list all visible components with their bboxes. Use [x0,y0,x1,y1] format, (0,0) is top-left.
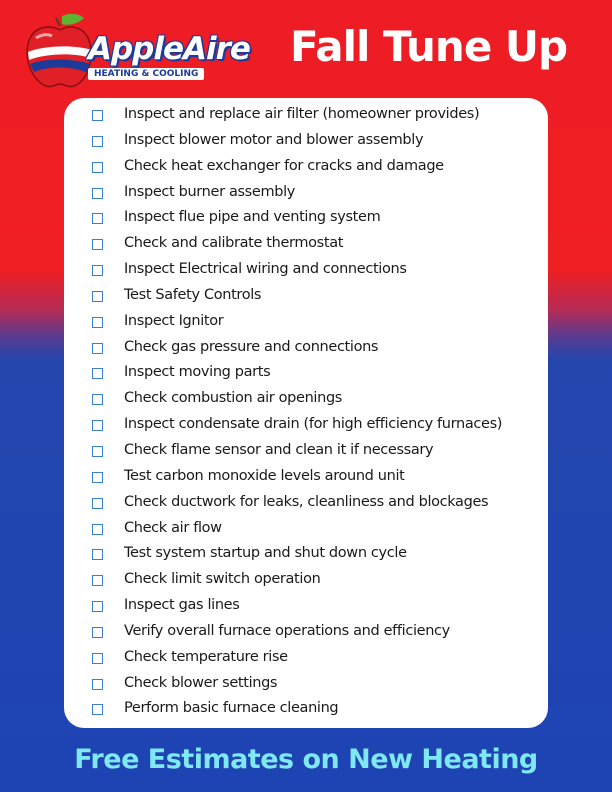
list-item [64,620,548,646]
checkbox-icon[interactable] [92,575,103,586]
checklist-item-label: Inspect moving parts [124,364,271,381]
checklist-item-label: Inspect burner assembly [124,183,295,200]
list-item [64,697,548,723]
checkbox-icon[interactable] [92,368,103,379]
list-item [64,232,548,258]
list-item [64,491,548,517]
checklist-item-label: Check heat exchanger for cracks and damage [124,157,444,174]
list-item [64,361,548,387]
checkbox-icon[interactable] [92,653,103,664]
checklist-item-label: Check blower settings [124,674,278,691]
list-item [64,284,548,310]
checklist-item-label: Inspect and replace air filter (homeowner provides) [124,106,480,122]
brand-logo [22,12,274,90]
checklist-item-label: Test carbon monoxide levels around unit [124,467,405,484]
checklist-item-label: Inspect flue pipe and venting system [124,209,381,226]
checkbox-icon[interactable] [92,317,103,328]
checkbox-icon[interactable] [92,601,103,612]
checkbox-icon[interactable] [92,343,103,354]
checklist-item-label: Check gas pressure and connections [124,338,379,355]
brand-tagline: HEATING & COOLING [88,68,204,80]
checkbox-icon[interactable] [92,472,103,483]
checklist-item-label: Check limit switch operation [124,571,321,588]
list-item [64,465,548,491]
list-item [64,103,548,129]
checkbox-icon[interactable] [92,498,103,509]
checkbox-icon[interactable] [92,291,103,302]
checkbox-icon[interactable] [92,188,103,199]
list-item [64,155,548,181]
checkbox-icon[interactable] [92,704,103,715]
checklist-card [64,98,548,728]
list-item [64,646,548,672]
list-item [64,129,548,155]
checklist-item-label: Test Safety Controls [124,286,262,303]
list-item [64,568,548,594]
checklist [64,98,548,723]
checkbox-icon[interactable] [92,110,103,121]
checklist-item-label: Check ductwork for leaks, cleanliness and blockages [124,493,489,510]
list-item [64,517,548,543]
list-item [64,181,548,207]
list-item [64,413,548,439]
checklist-item-label: Inspect Electrical wiring and connections [124,261,407,278]
checkbox-icon[interactable] [92,446,103,457]
checkbox-icon[interactable] [92,420,103,431]
checklist-item-label: Inspect gas lines [124,597,240,614]
list-item [64,310,548,336]
checklist-item-label: Verify overall furnace operations and efficiency [124,622,450,639]
checklist-item-label: Inspect Ignitor [124,312,224,329]
checklist-item-label: Check air flow [124,519,222,536]
brand-name: AppleAire [88,31,250,67]
checklist-item-label: Check flame sensor and clean it if necessary [124,441,434,458]
checkbox-icon[interactable] [92,549,103,560]
checklist-item-label: Check and calibrate thermostat [124,235,344,252]
checkbox-icon[interactable] [92,394,103,405]
list-item [64,672,548,698]
list-item [64,439,548,465]
checklist-item-label: Inspect blower motor and blower assembly [124,131,424,148]
list-item [64,258,548,284]
checklist-item-label: Check combustion air openings [124,390,343,407]
footer-banner: Free Estimates on New Heating [74,744,538,775]
list-item [64,336,548,362]
checkbox-icon[interactable] [92,524,103,535]
checklist-item-label: Perform basic furnace cleaning [124,700,339,717]
page-title: Fall Tune Up [290,22,568,71]
checkbox-icon[interactable] [92,239,103,250]
checkbox-icon[interactable] [92,136,103,147]
checklist-item-label: Inspect condensate drain (for high efficiency furnaces) [124,416,503,433]
checkbox-icon[interactable] [92,679,103,690]
checklist-item-label: Test system startup and shut down cycle [124,545,407,562]
checkbox-icon[interactable] [92,265,103,276]
list-item [64,594,548,620]
checklist-item-label: Check temperature rise [124,648,288,665]
list-item [64,542,548,568]
checkbox-icon[interactable] [92,627,103,638]
list-item [64,206,548,232]
checkbox-icon[interactable] [92,213,103,224]
checkbox-icon[interactable] [92,162,103,173]
list-item [64,387,548,413]
